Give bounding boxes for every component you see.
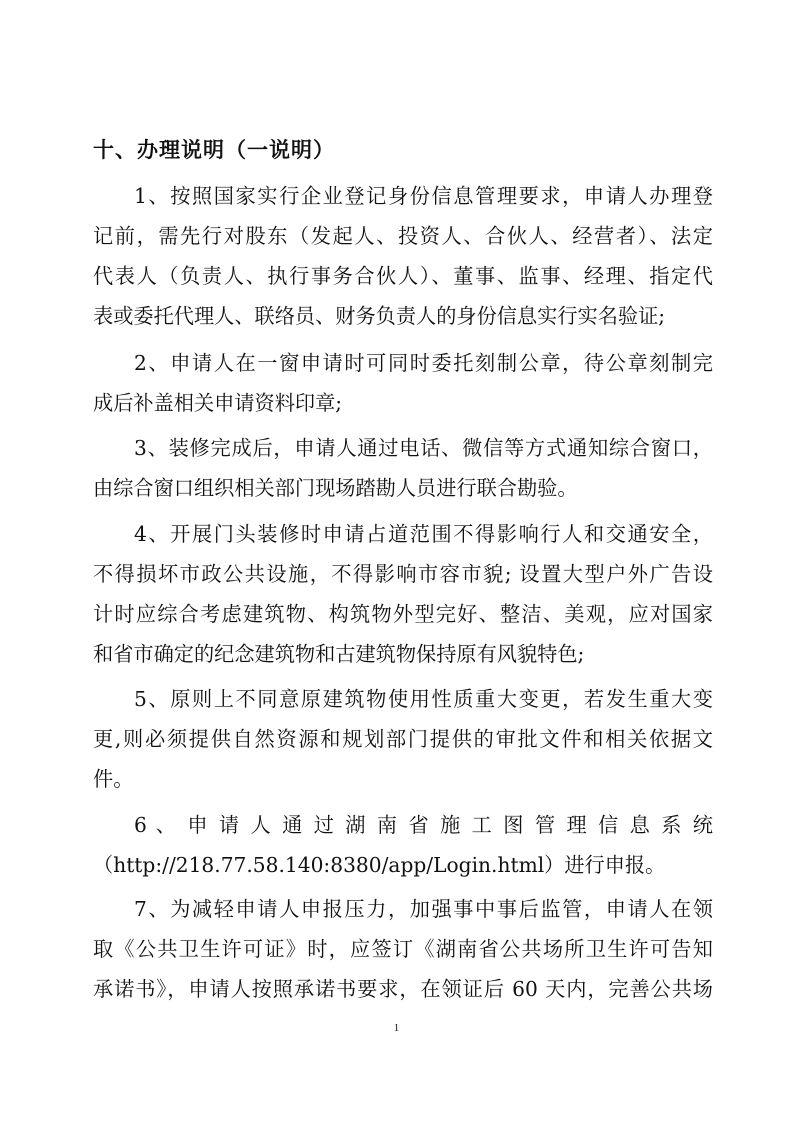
paragraph-2-line-1: 2、申请人在一窗申请时可同时委托刻制公章，待公章刻制完 (134, 351, 713, 375)
paragraph-5-line-1: 5、原则上不同意原建筑物使用性质重大变更，若发生重大变 (134, 687, 713, 711)
paragraph-4-line-1: 4、开展门头装修时申请占道范围不得影响行人和交通安全， (134, 522, 713, 546)
paragraph-7-line-1: 7、为减轻申请人申报压力，加强事中事后监管，申请人在领 (134, 897, 713, 921)
paragraph-4-line-4: 和省市确定的纪念建筑物和古建筑物保持原有风貌特色; (93, 642, 585, 666)
paragraph-1-line-2: 记前，需先行对股东（发起人、投资人、合伙人、经营者）、法定 (93, 224, 713, 248)
paragraph-1-line-3: 代表人（负责人、执行事务合伙人）、董事、监事、经理、指定代 (93, 264, 713, 288)
paragraph-6-line-1: 6 、 申 请 人 通 过 湖 南 省 施 工 图 管 理 信 息 系 统 (134, 813, 713, 837)
paragraph-5-line-3: 件。 (93, 767, 134, 791)
page-number: 1 (393, 1022, 400, 1034)
paragraph-7-line-2: 取《公共卫生许可证》时，应签订《湖南省公共场所卫生许可告知 (93, 937, 713, 961)
paragraph-3-line-1: 3、装修完成后，申请人通过电话、微信等方式通知综合窗口， (134, 436, 713, 460)
paragraph-5-line-2: 更,则必须提供自然资源和规划部门提供的审批文件和相关依据文 (93, 727, 713, 751)
section-heading: 十、办理说明（一说明） (93, 138, 335, 162)
paragraph-4-line-2: 不得损坏市政公共设施，不得影响市容市貌; 设置大型户外广告设 (93, 562, 713, 586)
paragraph-6-line-2: （http://218.77.58.140:8380/app/Login.html）进行申报。 (93, 853, 666, 877)
paragraph-1-line-1: 1、按照国家实行企业登记身份信息管理要求，申请人办理登 (134, 184, 713, 208)
paragraph-4-line-3: 计时应综合考虑建筑物、构筑物外型完好、整洁、美观，应对国家 (93, 602, 713, 626)
paragraph-3-line-2: 由综合窗口组织相关部门现场踏勘人员进行联合勘验。 (93, 476, 578, 500)
paragraph-7-line-3: 承诺书》，申请人按照承诺书要求，在领证后 60 天内，完善公共场 (93, 977, 713, 1001)
paragraph-1-line-4: 表或委托代理人、联络员、财务负责人的身份信息实行实名验证; (93, 304, 666, 328)
paragraph-2-line-2: 成后补盖相关申请资料印章; (93, 391, 343, 415)
